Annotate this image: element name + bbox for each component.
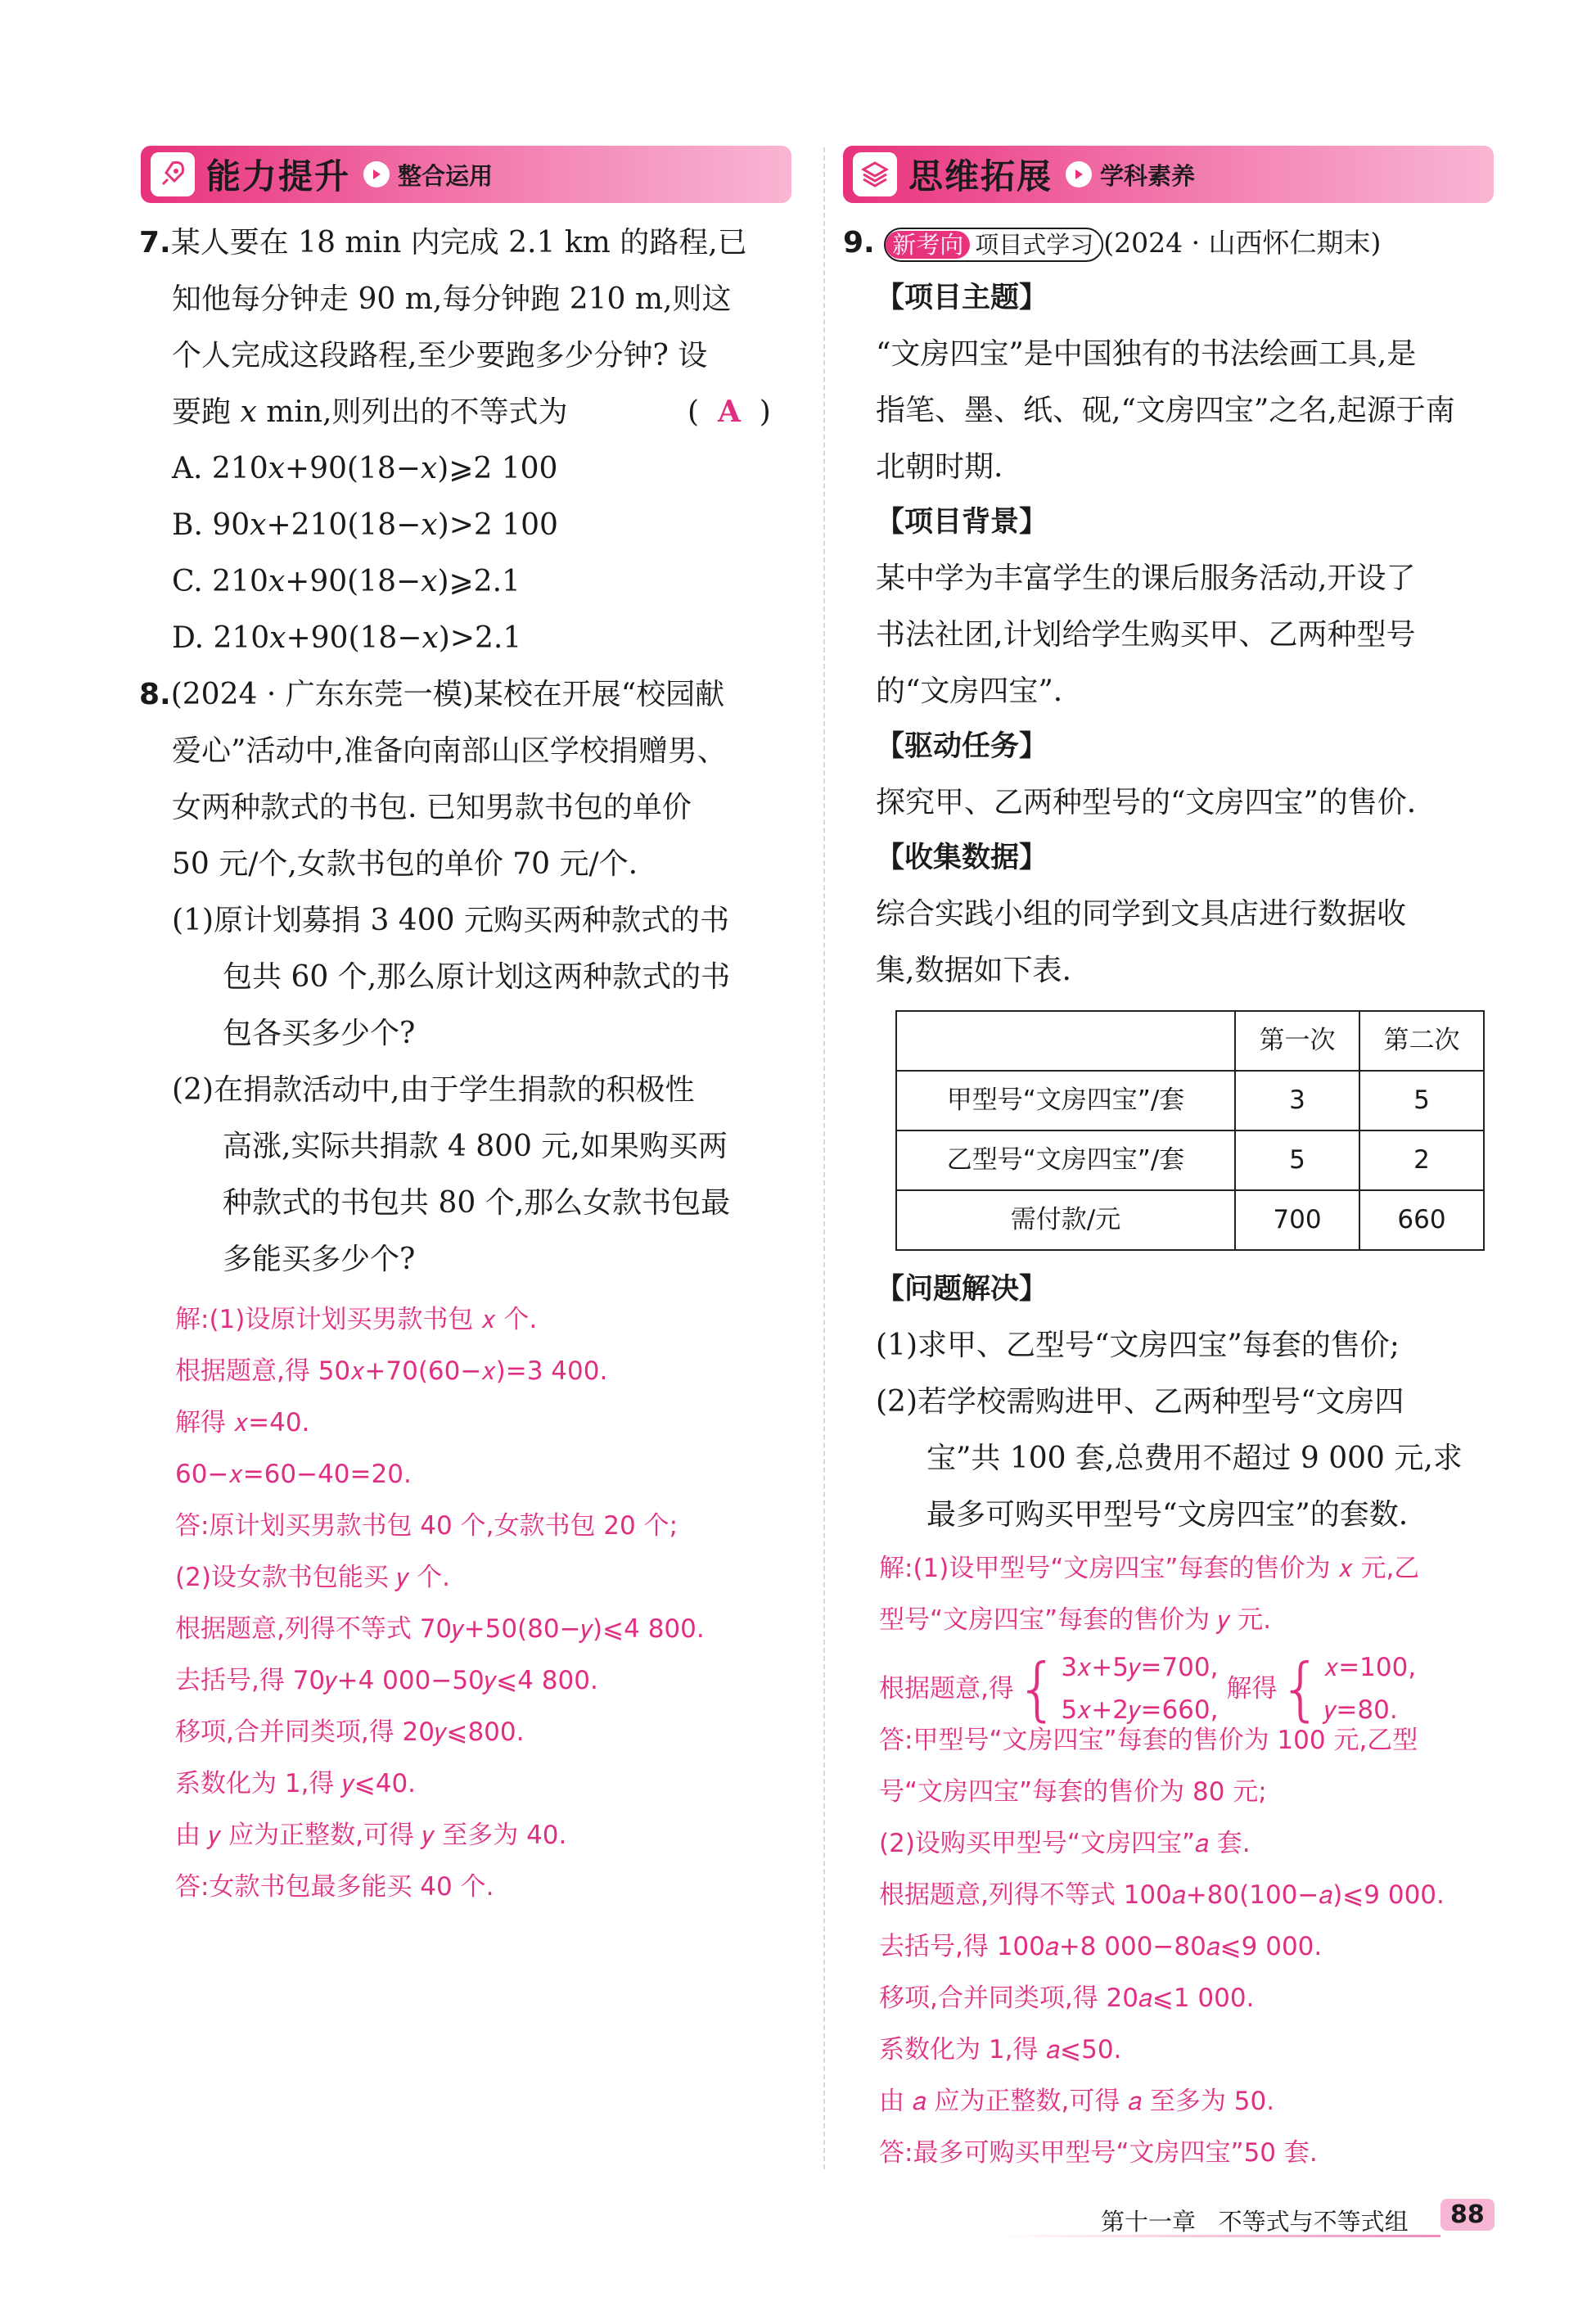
solution-line: 答:女款书包最多能买 40 个. — [175, 1872, 494, 1902]
solution-line: 根据题意,得 50𝑥+70(60−𝑥)=3 400. — [175, 1356, 608, 1386]
right-section-banner — [843, 146, 1494, 203]
solution-line: (2)设购买甲型号“文房四宝”𝑎 套. — [879, 1829, 1251, 1858]
table-header: 第二次 — [1359, 1011, 1484, 1071]
question-text: 爱心”活动中,准备向南部山区学校捐赠男、 — [172, 734, 727, 768]
sub-question-2: 种款式的书包共 80 个,那么女款书包最 — [223, 1186, 731, 1220]
paragraph-line: “文房四宝”是中国独有的书法绘画工具,是 — [876, 337, 1417, 371]
left-banner-title: 能力提升 — [206, 156, 351, 196]
option-b: B. 90𝑥+210(18−𝑥)>2 100 — [172, 508, 558, 542]
solution-line: 解得 𝑥=40. — [175, 1408, 310, 1437]
paragraph-line: 综合实践小组的同学到文具店进行数据收 — [876, 897, 1407, 931]
question-text: 某人要在 18 min 内完成 2.1 km 的路程,已 — [170, 226, 747, 259]
solution-line: 解:(1)设甲型号“文房四宝”每套的售价为 𝑥 元,乙 — [879, 1554, 1420, 1583]
table-cell: 700 — [1235, 1190, 1359, 1250]
section-heading: 【项目背景】 — [876, 506, 1048, 539]
question-text: 知他每分钟走 90 m,每分钟跑 210 m,则这 — [172, 282, 732, 316]
right-banner-title: 思维拓展 — [908, 156, 1053, 196]
section-heading: 【问题解决】 — [876, 1273, 1048, 1306]
solution-line: 型号“文房四宝”每套的售价为 𝑦 元. — [879, 1605, 1272, 1635]
section-heading: 【收集数据】 — [876, 842, 1048, 874]
column-divider — [823, 147, 825, 2169]
left-column — [139, 214, 806, 1913]
tag-new: 新考向 — [886, 231, 970, 259]
solution-line: 解:(1)设原计划买男款书包 𝑥 个. — [175, 1305, 538, 1334]
sub-question-1: 包共 60 个,那么原计划这两种款式的书 — [223, 960, 731, 994]
equation-line: 𝑥=100, — [1323, 1653, 1417, 1682]
table-row — [896, 1071, 1484, 1130]
solution-line: 移项,合并同类项,得 20𝑎⩽1 000. — [879, 1983, 1255, 2013]
left-section-banner — [141, 146, 791, 203]
sub-question-2: 多能买多少个? — [223, 1243, 416, 1276]
paragraph-line: 集,数据如下表. — [876, 954, 1071, 987]
sub-question-2: 最多可购买甲型号“文房四宝”的套数. — [926, 1498, 1409, 1532]
sub-question-1: (1)原计划募捐 3 400 元购买两种款式的书 — [172, 904, 729, 937]
question-text: 50 元/个,女款书包的单价 70 元/个. — [172, 847, 638, 881]
solution-line: 去括号,得 70𝑦+4 000−50𝑦⩽4 800. — [175, 1666, 598, 1695]
table-header-row — [896, 1011, 1484, 1071]
question-8 — [139, 666, 806, 1288]
solution-line: 系数化为 1,得 𝑎⩽50. — [879, 2035, 1122, 2065]
solution-line: 答:甲型号“文房四宝”每套的售价为 100 元,乙型 — [879, 1726, 1418, 1755]
question-tag — [884, 228, 1103, 262]
option-d: D. 210𝑥+90(18−𝑥)>2.1 — [172, 621, 522, 655]
stack-icon — [853, 152, 897, 196]
sub-question-2: 宝”共 100 套,总费用不超过 9 000 元,求 — [926, 1442, 1463, 1475]
paragraph-line: 北朝时期. — [876, 450, 1003, 484]
solution-line: 号“文房四宝”每套的售价为 80 元; — [879, 1777, 1267, 1807]
play-icon — [1066, 161, 1092, 187]
equation-line: 3𝑥+5𝑦=700, — [1061, 1653, 1219, 1682]
question-text: 要跑 𝑥 min,则列出的不等式为 — [172, 395, 568, 429]
table-cell: 2 — [1359, 1130, 1484, 1190]
equation-line: 5𝑥+2𝑦=660, — [1061, 1695, 1219, 1725]
paragraph-line: 探究甲、乙两种型号的“文房四宝”的售价. — [876, 786, 1417, 819]
section-heading: 【驱动任务】 — [876, 730, 1048, 763]
tag-type: 项目式学习 — [975, 231, 1094, 259]
question-9 — [843, 214, 1510, 1543]
paragraph-line: 指笔、墨、纸、砚,“文房四宝”之名,起源于南 — [876, 394, 1455, 427]
sub-question-2: (2)在捐款活动中,由于学生捐款的积极性 — [172, 1073, 695, 1107]
table-cell: 5 — [1235, 1130, 1359, 1190]
table-row — [896, 1190, 1484, 1250]
paragraph-line: 某中学为丰富学生的课后服务活动,开设了 — [876, 562, 1416, 595]
option-c: C. 210𝑥+90(18−𝑥)⩾2.1 — [172, 565, 521, 598]
left-banner-subtitle: 整合运用 — [398, 161, 494, 190]
sub-question-1: 包各买多少个? — [223, 1017, 416, 1050]
solution-line: 根据题意,列得不等式 70𝑦+50(80−𝑦)⩽4 800. — [175, 1614, 705, 1644]
section-heading: 【项目主题】 — [876, 282, 1048, 314]
paragraph-line: 书法社团,计划给学生购买甲、乙两种型号 — [876, 618, 1416, 652]
sub-question-2: (2)若学校需购进甲、乙两种型号“文房四 — [876, 1385, 1404, 1419]
question-text: 女两种款式的书包. 已知男款书包的单价 — [172, 791, 692, 824]
table-cell: 乙型号“文房四宝”/套 — [896, 1130, 1235, 1190]
answer-choice: A — [717, 395, 741, 429]
answer-bracket: ( A ) — [688, 395, 771, 429]
q9-solution — [843, 1543, 1510, 2179]
solution-line: 由 𝑎 应为正整数,可得 𝑎 至多为 50. — [879, 2087, 1275, 2116]
solution-line: 系数化为 1,得 𝑦⩽40. — [175, 1769, 417, 1798]
question-number: 8. — [139, 678, 171, 711]
equation-system: 根据题意,得{ 3𝑥+5𝑦=700, 5𝑥+2𝑦=660, 解得{ 𝑥=100, 𝑦=80. — [879, 1646, 1510, 1715]
page-footer — [999, 2200, 1490, 2236]
question-source: (2024 · 山西怀仁期末) — [1103, 227, 1382, 259]
rocket-icon — [151, 152, 195, 196]
page-number: 88 — [1440, 2199, 1495, 2231]
question-number: 7. — [139, 226, 171, 259]
solution-line: (2)设女款书包能买 𝑦 个. — [175, 1563, 450, 1592]
table-cell: 660 — [1359, 1190, 1484, 1250]
solution-line: 答:最多可购买甲型号“文房四宝”50 套. — [879, 2138, 1318, 2168]
table-row — [896, 1130, 1484, 1190]
paragraph-line: 的“文房四宝”. — [876, 675, 1063, 708]
q8-solution — [139, 1294, 806, 1913]
question-7 — [139, 214, 806, 666]
table-header — [896, 1011, 1235, 1071]
solution-line: 由 𝑦 应为正整数,可得 𝑦 至多为 40. — [175, 1821, 567, 1850]
sub-question-2: 高涨,实际共捐款 4 800 元,如果购买两 — [223, 1130, 728, 1163]
solution-line: 移项,合并同类项,得 20𝑦⩽800. — [175, 1717, 525, 1747]
table-header: 第一次 — [1235, 1011, 1359, 1071]
solution-line: 答:原计划买男款书包 40 个,女款书包 20 个; — [175, 1511, 679, 1541]
footer-chapter: 第十一章 不等式与不等式组 — [1101, 2208, 1409, 2236]
footer-topic: 不等式与不等式组 — [1218, 2208, 1409, 2236]
solution-line: 根据题意,列得不等式 100𝑎+80(100−𝑎)⩽9 000. — [879, 1880, 1445, 1910]
question-text: 个人完成这段路程,至少要跑多少分钟? 设 — [172, 339, 708, 372]
solution-line: 60−𝑥=60−40=20. — [175, 1460, 412, 1489]
play-icon — [363, 161, 390, 187]
table-cell: 甲型号“文房四宝”/套 — [896, 1071, 1235, 1130]
table-cell: 3 — [1235, 1071, 1359, 1130]
right-banner-subtitle: 学科素养 — [1100, 161, 1196, 190]
question-text: (2024 · 广东东莞一模)某校在开展“校园献 — [170, 678, 725, 711]
right-column — [843, 214, 1510, 2179]
table-cell: 5 — [1359, 1071, 1484, 1130]
sub-question-1: (1)求甲、乙型号“文房四宝”每套的售价; — [876, 1329, 1400, 1362]
option-a: A. 210𝑥+90(18−𝑥)⩾2 100 — [172, 452, 558, 485]
table-cell: 需付款/元 — [896, 1190, 1235, 1250]
solution-line: 去括号,得 100𝑎+8 000−80𝑎⩽9 000. — [879, 1932, 1323, 1961]
equation-line: 𝑦=80. — [1323, 1695, 1398, 1725]
question-number: 9. — [843, 226, 875, 259]
data-table — [895, 1010, 1485, 1251]
